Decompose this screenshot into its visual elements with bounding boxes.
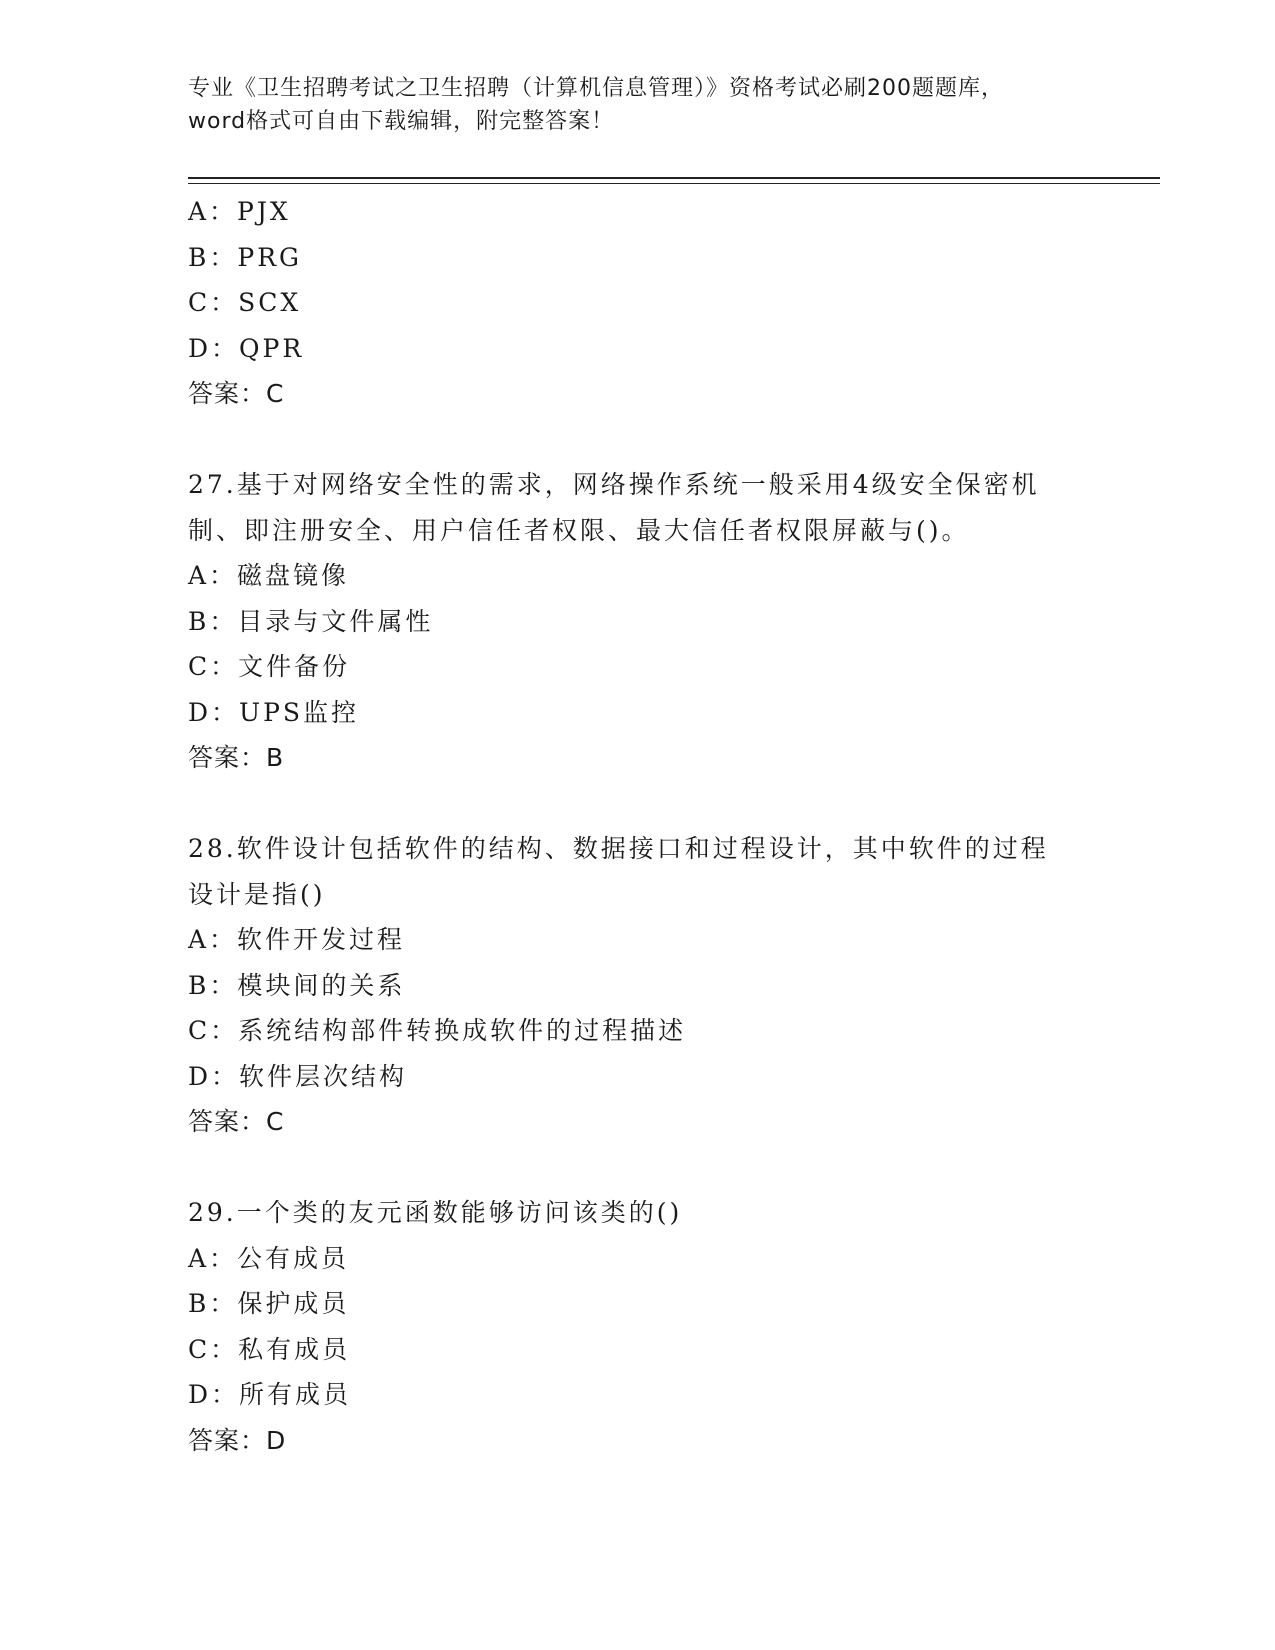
question-stem-line-1: 27.基于对网络安全性的需求，网络操作系统一般采用4级安全保密机 bbox=[188, 470, 1040, 499]
question-stem-line-2: 设计是指() bbox=[188, 879, 326, 909]
header-divider-thick bbox=[188, 177, 1160, 179]
spacer bbox=[188, 1145, 1088, 1191]
option-b: B：保护成员 bbox=[188, 1289, 350, 1318]
option-d: D：UPS监控 bbox=[188, 697, 360, 727]
header-divider-thin bbox=[188, 183, 1160, 184]
option-c: C：SCX bbox=[188, 288, 302, 317]
answer: 答案：D bbox=[188, 1425, 287, 1455]
option-b: B：PRG bbox=[188, 242, 302, 272]
question-26 bbox=[188, 189, 1088, 417]
option-b: B：模块间的关系 bbox=[188, 970, 406, 1000]
question-stem-line-2: 制、即注册安全、用户信任者权限、最大信任者权限屏蔽与()。 bbox=[188, 515, 970, 545]
spacer bbox=[188, 417, 1088, 463]
option-a: A：软件开发过程 bbox=[188, 925, 406, 954]
answer: 答案：B bbox=[188, 743, 285, 772]
option-c: C：私有成员 bbox=[188, 1334, 351, 1364]
header-line-2: word格式可自由下载编辑，附完整答案！ bbox=[188, 109, 615, 134]
option-d: D：所有成员 bbox=[188, 1380, 352, 1409]
option-c: C：系统结构部件转换成软件的过程描述 bbox=[188, 1016, 687, 1045]
option-c: C：文件备份 bbox=[188, 652, 351, 681]
spacer bbox=[188, 781, 1088, 827]
document-header bbox=[188, 72, 1088, 138]
option-a: A：磁盘镜像 bbox=[188, 561, 350, 590]
question-28 bbox=[188, 826, 1088, 1145]
question-27 bbox=[188, 462, 1088, 781]
question-stem-line-1: 29.一个类的友元函数能够访问该类的() bbox=[188, 1198, 683, 1227]
option-d: D：软件层次结构 bbox=[188, 1061, 408, 1091]
option-a: A：PJX bbox=[188, 197, 291, 226]
question-29 bbox=[188, 1190, 1088, 1463]
option-b: B：目录与文件属性 bbox=[188, 606, 434, 636]
answer: 答案：C bbox=[188, 1107, 285, 1136]
option-a: A：公有成员 bbox=[188, 1243, 350, 1273]
question-stem-line-1: 28.软件设计包括软件的结构、数据接口和过程设计，其中软件的过程 bbox=[188, 834, 1049, 863]
question-list bbox=[188, 189, 1088, 1463]
answer: 答案：C bbox=[188, 379, 285, 408]
option-d: D：QPR bbox=[188, 333, 305, 363]
header-line-1: 专业《卫生招聘考试之卫生招聘（计算机信息管理）》资格考试必刷200题题库， bbox=[188, 76, 1004, 101]
